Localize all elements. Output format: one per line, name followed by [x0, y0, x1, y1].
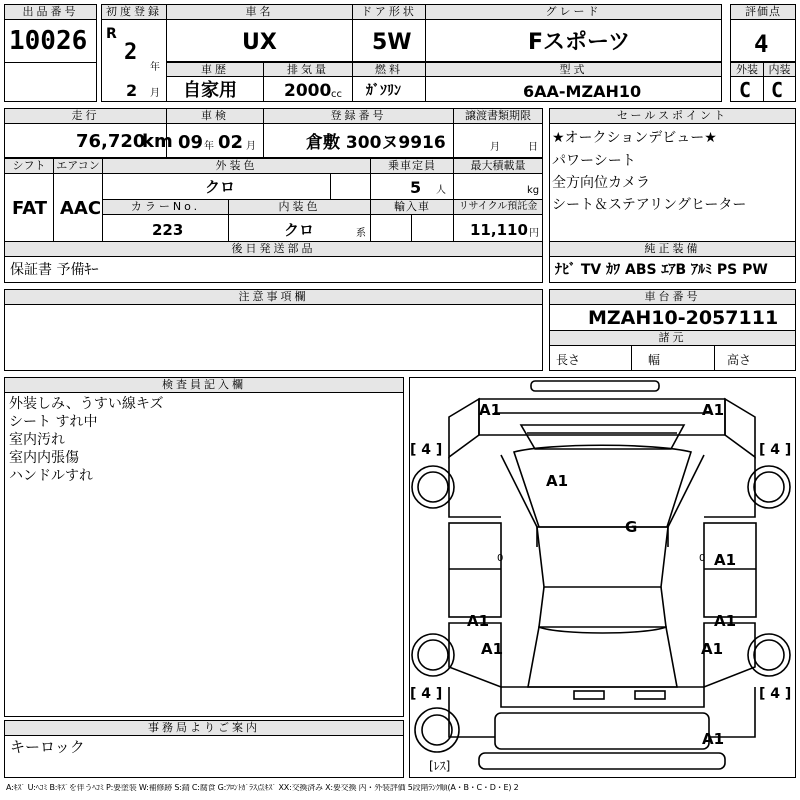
interior-score: C: [771, 78, 784, 102]
score: 4: [754, 30, 769, 58]
recycle-fee: 11,110: [470, 221, 528, 239]
car-damage-diagram: [409, 377, 796, 778]
grade: Fスポーツ: [528, 30, 631, 55]
registration-month: 2: [126, 81, 138, 100]
grade-label: グレード: [425, 4, 722, 20]
equipment-label: 純正装備: [549, 241, 796, 257]
load-unit: kg: [527, 185, 540, 196]
mileage-unit: km: [142, 131, 173, 152]
int-color-label: 内装色: [228, 199, 371, 215]
plate-label: 登録番号: [263, 108, 454, 124]
damage-mark: A1: [481, 640, 504, 658]
aircon: AAC: [60, 198, 102, 219]
fuel-label: 燃料: [352, 62, 426, 77]
inspection-month: 02: [218, 132, 244, 153]
office-note: キーロック: [10, 738, 85, 756]
ext-color-label: 外装色: [102, 158, 371, 174]
lot-number: 10026: [9, 26, 88, 56]
month-unit: 月: [150, 88, 160, 99]
notes-label: 注意事項欄: [4, 289, 543, 305]
tire-rating: [ 4 ]: [410, 442, 443, 458]
equipment: ﾅﾋﾞ TV ｶﾜ ABS ｴｱB ｱﾙﾐ PS PW: [555, 262, 768, 278]
dims-width-label: 幅: [648, 353, 661, 367]
svg-text:0: 0: [497, 553, 504, 564]
registration-year: 2: [124, 40, 138, 65]
interior-score-label: 内装: [763, 62, 796, 77]
inspector-line: シート すれ中: [9, 414, 98, 430]
plate-number: 倉敷 300ヌ9916: [306, 133, 446, 153]
dims-width-cell: [631, 345, 715, 371]
import-label: 輸入車: [370, 199, 454, 215]
ext-color-divider: [330, 173, 371, 200]
chassis-number: MZAH10-2057111: [588, 307, 779, 329]
int-color-unit: 系: [356, 228, 366, 239]
door-label: ドア形状: [352, 4, 426, 20]
transfer-day-unit: 日: [528, 142, 538, 153]
exterior-score: C: [739, 78, 752, 102]
mileage-label: 走行: [4, 108, 167, 124]
exterior-score-label: 外装: [730, 62, 764, 77]
year-unit: 年: [150, 62, 160, 73]
inspection-year-unit: 年: [204, 141, 214, 152]
displacement-label: 排気量: [263, 62, 353, 77]
damage-mark: A1: [467, 612, 490, 630]
inspection-month-unit: 月: [246, 141, 256, 152]
chassis-label: 車台番号: [549, 289, 796, 305]
tire-rating: [ 4 ]: [759, 442, 792, 458]
inspector-label: 検査員記入欄: [4, 377, 404, 393]
aircon-label: エアコン: [53, 158, 103, 174]
history: 自家用: [183, 80, 237, 101]
color-no-label: カラーNo.: [102, 199, 229, 215]
tire-rating: [ 4 ]: [759, 686, 792, 702]
sales-points-label: セールスポイント: [549, 108, 796, 124]
model-label: 型式: [425, 62, 722, 77]
shift-label: シフト: [4, 158, 54, 174]
inspector-line: 室内汚れ: [9, 432, 65, 448]
model-code: 6AA-MZAH10: [523, 82, 642, 101]
door-type: 5W: [372, 30, 412, 55]
capacity-label: 乗車定員: [370, 158, 454, 174]
int-color: クロ: [284, 221, 315, 239]
shift: FAT: [12, 198, 48, 219]
office-label: 事務局よりご案内: [4, 720, 404, 736]
later-parts-label: 後日発送部品: [4, 241, 543, 257]
ext-color: クロ: [205, 178, 236, 196]
load-label: 最大積載量: [453, 158, 543, 174]
car-name: UX: [242, 30, 277, 55]
inspection-year: 09: [178, 132, 204, 153]
first-registration-label: 初度登録: [101, 4, 167, 20]
recycle-unit: 円: [529, 228, 539, 239]
later-parts: 保証書 予備ｷｰ: [10, 262, 99, 278]
damage-mark: A1: [714, 551, 737, 569]
spare-tire-label: [ﾚｽ]: [429, 759, 451, 773]
dims-length-label: 長さ: [556, 353, 581, 367]
capacity: 5: [410, 178, 422, 197]
lot-number-label: 出品番号: [4, 4, 97, 20]
car-name-label: 車名: [166, 4, 353, 20]
color-number: 223: [152, 221, 184, 239]
history-label: 車歴: [166, 62, 264, 77]
damage-mark: A1: [701, 640, 724, 658]
import-divider: [411, 214, 454, 242]
damage-mark: A1: [546, 472, 569, 490]
inspector-line: ハンドルすれ: [9, 468, 93, 484]
fuel: ｶﾞｿﾘﾝ: [366, 83, 401, 99]
damage-mark: G: [625, 518, 638, 536]
damage-mark: A1: [714, 612, 737, 630]
transfer-label: 譲渡書類期限: [453, 108, 543, 124]
sales-point: 全方向位カメラ: [552, 175, 650, 191]
lot-empty-cell: [4, 62, 97, 102]
tire-rating: [ 4 ]: [410, 686, 443, 702]
displacement: 2000: [284, 81, 332, 101]
legend: A:ｷｽﾞ U:ﾍｺﾐ B:ｷｽﾞを伴うﾍｺﾐ P:要塗装 W:補修跡 S:錆 C:腐食 G:ﾌﾛﾝﾄｶﾞﾗｽ点ｷｽﾞ XX:交換済み X:要交換 内・外装評価 5段階ﾗﾝｸ順(A・B・C・D・E) 2: [6, 784, 519, 792]
capacity-unit: 人: [436, 185, 446, 196]
damage-mark: A1: [702, 401, 725, 419]
sales-point: シート＆ステアリングヒーター: [552, 197, 747, 213]
transfer-month-unit: 月: [490, 142, 500, 153]
recycle-label: リサイクル預託金: [453, 199, 543, 215]
score-label: 評価点: [730, 4, 796, 20]
displacement-unit: cc: [331, 89, 342, 100]
inspector-line: 室内内張傷: [9, 450, 79, 466]
inspector-line: 外装しみ、うすい線キズ: [9, 396, 164, 412]
dims-label: 諸元: [549, 330, 796, 346]
era-mark: R: [106, 26, 117, 42]
sales-point: ★オークションデビュー★: [552, 130, 717, 146]
damage-mark: A1: [702, 730, 725, 748]
damage-mark: A1: [479, 401, 502, 419]
dims-height-label: 高さ: [727, 353, 752, 367]
svg-text:0: 0: [699, 553, 706, 564]
mileage: 76,720: [76, 131, 146, 152]
sales-point: パワーシート: [552, 153, 636, 169]
inspection-label: 車検: [166, 108, 264, 124]
